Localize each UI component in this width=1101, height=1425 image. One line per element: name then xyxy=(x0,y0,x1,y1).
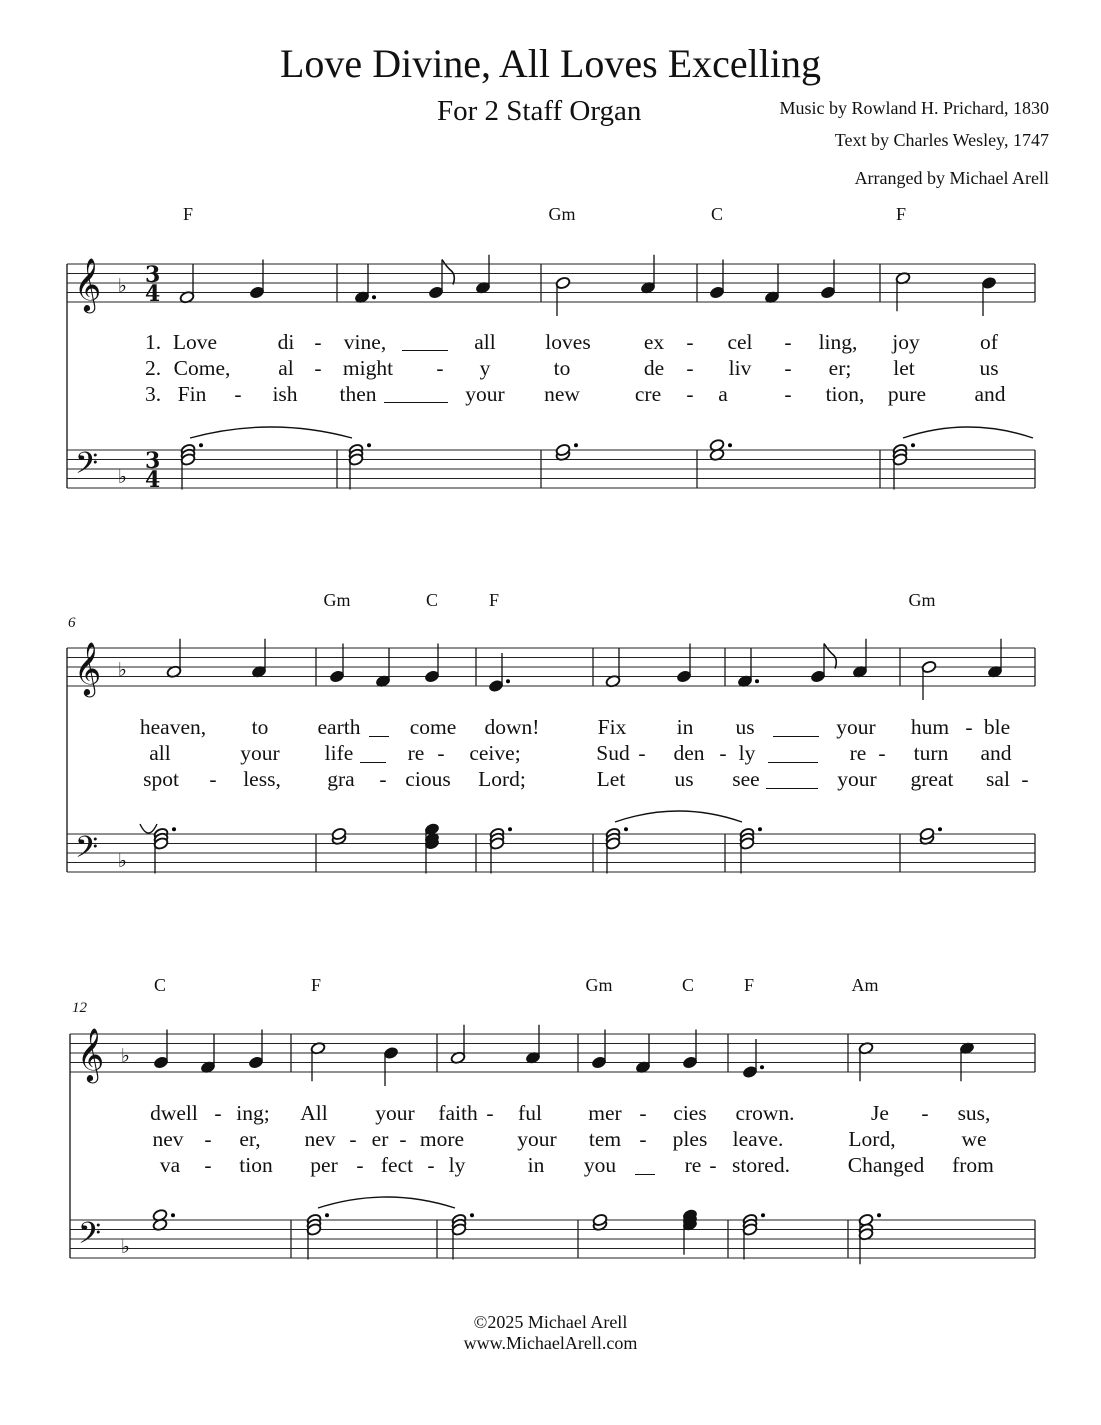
lyric-syllable: Come, xyxy=(173,356,231,380)
augmentation-dot xyxy=(367,443,371,447)
key-signature-flat: ♭ xyxy=(118,850,127,872)
key-signature-flat: ♭ xyxy=(118,659,127,681)
lyric-extender xyxy=(402,350,448,351)
lyric-syllable: your xyxy=(836,715,876,739)
lyric-syllable: leave. xyxy=(732,1127,784,1151)
lyric-syllable: spot xyxy=(143,767,179,791)
lyric-syllable: Lord, xyxy=(848,1127,896,1151)
lyric-hyphen: - xyxy=(436,356,444,380)
lyric-hyphen: - xyxy=(965,715,973,739)
lyric-syllable: your xyxy=(517,1127,557,1151)
lyric-hyphen: - xyxy=(349,1127,357,1151)
lyric-syllable: earth xyxy=(317,715,361,739)
lyric-syllable: nev xyxy=(304,1127,336,1151)
lyric-hyphen: - xyxy=(784,356,792,380)
lyric-syllable: ly xyxy=(738,741,756,765)
lyric-syllable: va xyxy=(159,1153,181,1177)
eighth-flag xyxy=(824,644,836,669)
treble-clef-icon: 𝄞 xyxy=(77,1027,105,1081)
lyric-syllable: Love xyxy=(172,330,218,354)
verse-number: 2. xyxy=(145,356,162,380)
treble-clef-icon: 𝄞 xyxy=(74,641,102,695)
lyric-syllable: ish xyxy=(272,382,298,406)
lyric-syllable: sal xyxy=(986,767,1010,791)
lyric-syllable: faith xyxy=(438,1101,478,1125)
lyric-syllable: den xyxy=(673,741,705,765)
lyric-syllable: al xyxy=(278,356,294,380)
lyric-syllable: fect xyxy=(380,1153,414,1177)
lyric-syllable: life xyxy=(324,741,354,765)
lyric-hyphen: - xyxy=(204,1153,212,1177)
lyric-syllable: ly xyxy=(448,1153,466,1177)
lyric-syllable: nev xyxy=(152,1127,184,1151)
lyric-syllable: in xyxy=(676,715,694,739)
chord-symbol: F xyxy=(743,975,755,995)
lyric-syllable: you xyxy=(583,1153,617,1177)
chord-symbol: F xyxy=(895,204,907,224)
lyric-syllable: de xyxy=(643,356,665,380)
lyric-syllable: cre xyxy=(634,382,662,406)
lyric-syllable: All xyxy=(300,1101,328,1125)
augmentation-dot xyxy=(755,679,759,683)
lyric-extender xyxy=(369,736,389,737)
lyric-syllable: di xyxy=(277,330,295,354)
lyric-syllable: ples xyxy=(672,1127,708,1151)
lyric-syllable: re xyxy=(849,741,867,765)
lyric-syllable: us xyxy=(674,767,694,791)
lyric-syllable: tem xyxy=(588,1127,622,1151)
lyric-hyphen: - xyxy=(314,356,322,380)
lyric-syllable: Je xyxy=(871,1101,889,1125)
lyric-syllable: gra xyxy=(327,767,355,791)
lyric-syllable: tion, xyxy=(825,382,865,406)
lyric-syllable: us xyxy=(735,715,755,739)
lyric-syllable: turn xyxy=(913,741,949,765)
lyric-hyphen: - xyxy=(784,330,792,354)
augmentation-dot xyxy=(171,1213,175,1217)
lyric-syllable: from xyxy=(952,1153,994,1177)
lyric-syllable: Lord; xyxy=(478,767,526,791)
key-signature-flat: ♭ xyxy=(121,1236,130,1258)
lyric-syllable: per xyxy=(310,1153,338,1177)
lyric-hyphen: - xyxy=(486,1101,494,1125)
lyric-syllable: cious xyxy=(405,767,451,791)
lyric-hyphen: - xyxy=(437,741,445,765)
chord-symbol: C xyxy=(425,590,439,610)
lyric-syllable: to xyxy=(251,715,269,739)
augmentation-dot xyxy=(911,443,915,447)
lyric-syllable: less, xyxy=(243,767,281,791)
lyric-syllable: loves xyxy=(545,330,591,354)
subtitle: For 2 Staff Organ xyxy=(437,95,642,127)
lyric-hyphen: - xyxy=(921,1101,929,1125)
lyric-syllable: pure xyxy=(887,382,927,406)
lyric-syllable: joy xyxy=(892,330,920,354)
bass-clef-icon: 𝄢 xyxy=(75,831,99,872)
chord-symbol: C xyxy=(153,975,167,995)
lyric-extender xyxy=(360,762,386,763)
lyric-syllable: vine, xyxy=(343,330,387,354)
chord-symbol: F xyxy=(182,204,194,224)
time-signature-bottom: 4 xyxy=(145,467,161,493)
lyric-extender xyxy=(635,1174,655,1175)
augmentation-dot xyxy=(470,1213,474,1217)
lyric-syllable: dwell xyxy=(150,1101,198,1125)
lyric-syllable: us xyxy=(979,356,999,380)
lyric-syllable: down! xyxy=(484,715,540,739)
lyric-syllable: er xyxy=(371,1127,389,1151)
bass-clef-icon: 𝄢 xyxy=(75,447,99,488)
lyric-syllable: Changed xyxy=(847,1153,925,1177)
lyric-syllable: of xyxy=(980,330,998,354)
lyric-syllable: a xyxy=(718,382,728,406)
augmentation-dot xyxy=(761,1213,765,1217)
augmentation-dot xyxy=(372,295,376,299)
lyric-syllable: tion xyxy=(239,1153,273,1177)
lyric-syllable: hum xyxy=(910,715,950,739)
lyric-syllable: re xyxy=(684,1153,702,1177)
time-signature-top: 3 xyxy=(145,262,161,288)
lyric-hyphen: - xyxy=(214,1101,222,1125)
lyric-hyphen: - xyxy=(379,767,387,791)
lyric-syllable: then xyxy=(339,382,377,406)
lyric-syllable: ful xyxy=(518,1101,542,1125)
bass-clef-icon: 𝄢 xyxy=(78,1217,102,1258)
lyric-syllable: ceive; xyxy=(469,741,521,765)
lyric-hyphen: - xyxy=(686,330,694,354)
augmentation-dot xyxy=(877,1213,881,1217)
lyric-hyphen: - xyxy=(686,382,694,406)
lyric-syllable: great xyxy=(910,767,954,791)
lyric-syllable: er, xyxy=(239,1127,261,1151)
lyric-syllable: your xyxy=(240,741,280,765)
augmentation-dot xyxy=(938,827,942,831)
lyric-syllable: cel xyxy=(727,330,753,354)
lyric-syllable: ling, xyxy=(818,330,858,354)
lyric-hyphen: - xyxy=(878,741,886,765)
lyric-syllable: more xyxy=(419,1127,465,1151)
lyric-hyphen: - xyxy=(639,1127,647,1151)
lyric-hyphen: - xyxy=(356,1153,364,1177)
chord-symbol: Gm xyxy=(908,590,936,610)
text-credit: Text by Charles Wesley, 1747 xyxy=(834,130,1049,150)
verse-number: 1. xyxy=(145,330,162,354)
augmentation-dot xyxy=(199,443,203,447)
lyric-syllable: your xyxy=(465,382,505,406)
lyric-syllable: all xyxy=(149,741,171,765)
verse-number: 3. xyxy=(145,382,162,406)
lyric-syllable: ble xyxy=(983,715,1011,739)
chord-symbol: F xyxy=(488,590,500,610)
augmentation-dot xyxy=(624,827,628,831)
lyric-syllable: y xyxy=(479,356,491,380)
lyric-syllable: your xyxy=(837,767,877,791)
lyric-hyphen: - xyxy=(204,1127,212,1151)
lyric-syllable: stored. xyxy=(732,1153,790,1177)
tie xyxy=(903,427,1033,438)
lyric-syllable: crown. xyxy=(735,1101,795,1125)
page-title: Love Divine, All Loves Excelling xyxy=(280,41,821,86)
lyric-extender xyxy=(766,788,818,789)
lyric-hyphen: - xyxy=(209,767,217,791)
lyric-hyphen: - xyxy=(784,382,792,406)
tie xyxy=(615,811,742,822)
lyric-syllable: Sud xyxy=(596,741,630,765)
lyric-hyphen: - xyxy=(639,1101,647,1125)
lyric-extender xyxy=(384,402,448,403)
lyric-syllable: sus, xyxy=(957,1101,991,1125)
lyric-syllable: new xyxy=(544,382,580,406)
lyric-syllable: liv xyxy=(728,356,752,380)
lyric-syllable: and xyxy=(980,741,1012,765)
lyric-syllable: all xyxy=(474,330,496,354)
lyric-syllable: we xyxy=(961,1127,987,1151)
augmentation-dot xyxy=(506,679,510,683)
time-signature-top: 3 xyxy=(145,448,161,474)
augmentation-dot xyxy=(325,1213,329,1217)
measure-number: 6 xyxy=(68,615,76,631)
time-signature-bottom: 4 xyxy=(145,281,161,307)
chord-symbol: C xyxy=(710,204,724,224)
lyric-syllable: in xyxy=(527,1153,545,1177)
chord-symbol: Gm xyxy=(323,590,351,610)
lyric-extender xyxy=(773,736,819,737)
lyric-syllable: mer xyxy=(588,1101,622,1125)
augmentation-dot xyxy=(760,1065,764,1069)
lyric-syllable: re xyxy=(407,741,425,765)
tie xyxy=(318,1197,455,1208)
chord-symbol: Gm xyxy=(548,204,576,224)
lyric-hyphen: - xyxy=(399,1127,407,1151)
chord-symbol: Gm xyxy=(585,975,613,995)
eighth-flag xyxy=(442,260,454,285)
lyric-hyphen: - xyxy=(686,356,694,380)
augmentation-dot xyxy=(574,443,578,447)
website-link[interactable]: www.MichaelArell.com xyxy=(463,1333,638,1353)
chord-symbol: F xyxy=(310,975,322,995)
tie xyxy=(140,824,157,833)
lyric-syllable: might xyxy=(342,356,394,380)
lyric-syllable: heaven, xyxy=(139,715,207,739)
lyric-syllable: ing; xyxy=(236,1101,270,1125)
augmentation-dot xyxy=(758,827,762,831)
lyric-syllable: and xyxy=(974,382,1006,406)
lyric-syllable: Fin xyxy=(177,382,207,406)
measure-number: 12 xyxy=(72,1000,87,1016)
lyric-syllable: your xyxy=(375,1101,415,1125)
lyric-syllable: come xyxy=(409,715,457,739)
lyric-syllable: cies xyxy=(673,1101,707,1125)
augmentation-dot xyxy=(728,443,732,447)
key-signature-flat: ♭ xyxy=(118,275,127,297)
lyric-syllable: see xyxy=(732,767,760,791)
augmentation-dot xyxy=(172,827,176,831)
chord-symbol: C xyxy=(681,975,695,995)
lyric-syllable: ex xyxy=(643,330,665,354)
footer xyxy=(0,1312,1101,1354)
copyright-text: ©2025 Michael Arell xyxy=(473,1312,628,1332)
chord-symbol: Am xyxy=(851,975,879,995)
tie xyxy=(190,427,352,438)
lyric-syllable: Let xyxy=(596,767,626,791)
lyric-hyphen: - xyxy=(719,741,727,765)
arranger-credit: Arranged by Michael Arell xyxy=(854,168,1049,188)
augmentation-dot xyxy=(508,827,512,831)
lyric-hyphen: - xyxy=(638,741,646,765)
lyric-syllable: to xyxy=(553,356,571,380)
lyric-hyphen: - xyxy=(1021,767,1029,791)
lyric-syllable: er; xyxy=(828,356,852,380)
lyric-extender xyxy=(768,762,818,763)
key-signature-flat: ♭ xyxy=(118,466,127,488)
lyric-hyphen: - xyxy=(234,382,242,406)
lyric-hyphen: - xyxy=(709,1153,717,1177)
lyric-hyphen: - xyxy=(427,1153,435,1177)
music-credit: Music by Rowland H. Prichard, 1830 xyxy=(779,98,1049,118)
lyric-syllable: let xyxy=(893,356,915,380)
key-signature-flat: ♭ xyxy=(121,1045,130,1067)
lyric-hyphen: - xyxy=(314,330,322,354)
treble-clef-icon: 𝄞 xyxy=(74,257,102,311)
lyric-syllable: Fix xyxy=(597,715,627,739)
